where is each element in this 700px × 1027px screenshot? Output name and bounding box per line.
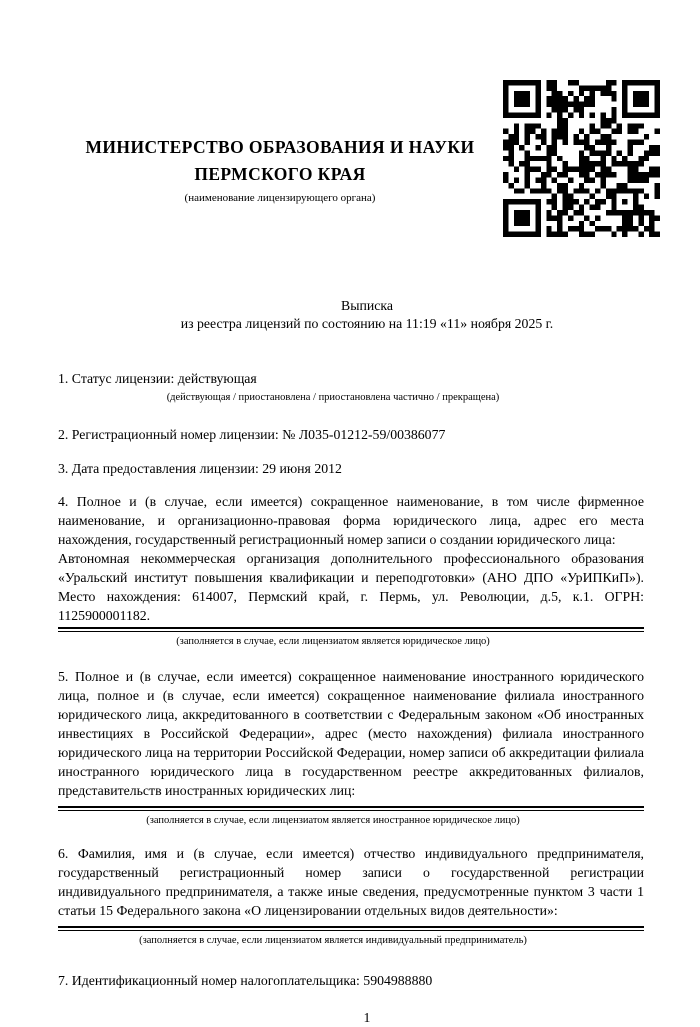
document-subtitle: из реестра лицензий по состоянию на 11:19 «11» ноября 2025 г. — [180, 316, 554, 331]
entrepreneur-field-underline — [58, 926, 644, 931]
ministry-name-caption: (наименование лицензирующего органа) — [184, 192, 376, 204]
foreign-entity-caption: (заполняется в случае, если лицензиатом является иностранное юридическое лицо) — [146, 815, 520, 826]
license-status-line: 1. Статус лицензии: действующая — [58, 371, 257, 386]
ministry-name-line2: ПЕРМСКОГО КРАЯ — [194, 164, 366, 184]
foreign-entity-heading: 5. Полное и (в случае, если имеется) сокращенное наименование иностранного юридического лица, полное и (в случае, если имеется) сокращенное наименование филиала иностранного юридического лица, аккредитованного в соответствии с Федеральным законом «Об иностранных инвестициях в Российской Федерации», адрес (место нахождения) филиала иностранного юридического лица на территории Российской Федерации, номер записи об аккредитации филиала иностранного юридического лица в государственном реестре аккредитованных филиалов, представительств иностранных юридических лиц: — [58, 669, 644, 798]
legal-entity-heading: 4. Полное и (в случае, если имеется) сокращенное наименование, в том числе фирменное наименование, и организационно-правовая форма юридического лица, адрес его места нахождения, государственный регистрационный номер записи о создании юридического лица: — [58, 494, 644, 547]
qr-code-icon — [503, 80, 660, 237]
licensing-authority-block — [57, 80, 503, 205]
legal-entity-caption: (заполняется в случае, если лицензиатом является юридическое лицо) — [176, 636, 490, 647]
registration-number-line: 2. Регистрационный номер лицензии: № Л035-01212-59/00386077 — [58, 427, 446, 442]
legal-entity-value: Автономная некоммерческая организация дополнительного профессионального образования «Уральский институт повышения квалификации и переподготовки» (АНО ДПО «УрИПКиП»). Место нахождения: 614007, Пермский край, г. Пермь, ул. Революции, д.5, к.1. ОГРН: 1125900001182. — [58, 551, 644, 623]
entrepreneur-heading: 6. Фамилия, имя и (в случае, если имеется) отчество индивидуального предпринимателя, государственный регистрационный номер записи о государственной регистрации индивидуального предпринимателя, а также иные сведения, предусмотренные пунктом 3 части 1 статьи 15 Федерального закона «О лицензировании отдельных видов деятельности»: — [58, 846, 644, 918]
taxpayer-number-line: 7. Идентификационный номер налогоплательщика: 5904988880 — [58, 973, 433, 988]
document-title-block — [58, 297, 644, 333]
ministry-name — [57, 134, 503, 188]
document-title: Выписка — [341, 298, 393, 313]
foreign-entity-field-underline — [58, 806, 644, 811]
page-number: 1 — [363, 1010, 371, 1025]
ministry-name-line1: МИНИСТЕРСТВО ОБРАЗОВАНИЯ И НАУКИ — [85, 137, 475, 157]
status-options-caption: (действующая / приостановлена / приостановлена частично / прекращена) — [166, 392, 500, 403]
qr-code-svg — [503, 80, 660, 237]
document-header — [0, 0, 700, 237]
grant-date-line: 3. Дата предоставления лицензии: 29 июня 2012 — [58, 461, 342, 476]
entrepreneur-caption: (заполняется в случае, если лицензиатом является индивидуальный предприниматель) — [139, 935, 527, 946]
document-body — [0, 297, 700, 1027]
legal-entity-field-underline — [58, 627, 644, 632]
